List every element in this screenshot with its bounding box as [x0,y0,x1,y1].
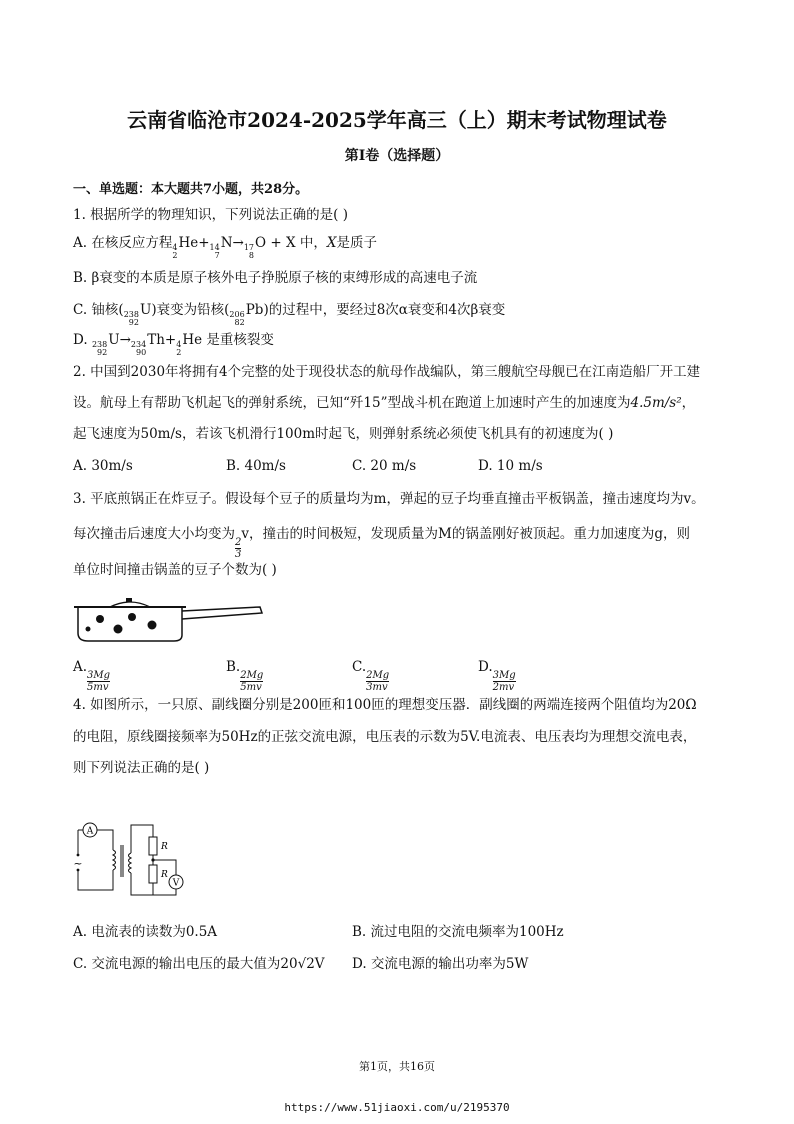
q3-c-frac [366,670,389,693]
q2-option-b: B. 40m/s [226,458,286,474]
q2-line2 [73,393,695,413]
q1-a-x: X [326,235,337,251]
q1-c-post: )的过程中，要经过8次α衰变和4次β衰变 [263,302,506,318]
voltmeter-label: V [172,878,180,889]
q2-line2-post: ， [681,395,696,411]
ac-source-label: ~ [73,857,83,870]
q1-option-d: D. 238 92 U→ 234 90 Th+ 4 2 He 是重核裂变 [73,332,274,357]
q3-line2-post: v，撞击的时间极短，发现质量为M的锅盖刚好被顶起。重力加速度为g，则 [241,526,690,542]
q3-option-b [226,657,263,693]
section-heading: 一、单选题：本大题共7小题，共28分。 [73,182,309,197]
q2-option-d: D. 10 m/s [478,458,543,474]
resistor-r2-label: R [161,870,168,880]
q3-line3: 单位时间撞击锅盖的豆子个数为( ) [73,562,277,578]
q3-b-label: B. [226,659,241,675]
q4-line1: 4. 如图所示，一只原、副线圈分别是200匝和100匝的理想变压器．副线圈的两端连接两个阻值均为20Ω [73,697,697,713]
q3-a-den: 5mv [87,682,109,693]
q2-option-a: A. 30m/s [73,458,133,474]
q1-option-a: A. 在核反应方程 4 2 He+ 14 7 N→ 17 8 O + X 中，X是质子 [73,235,378,260]
q3-c-label: C. [352,659,367,675]
q3-a-label: A. [73,659,88,675]
q3-b-frac [240,670,263,693]
q2-line1: 2. 中国到2030年将拥有4个完整的处于现役状态的航母作战编队，第三艘航空母舰已在江南造船厂开工建 [73,364,701,380]
q1-c-mid: )衰变为铅核( [151,302,230,318]
q3-option-d [478,657,516,693]
q1-a-prefix: A. 在核反应方程 [73,235,173,251]
q2-line3: 起飞速度为50m/s，若该飞机滑行100m时起飞，则弹射系统必须使飞机具有的初速度为( ) [73,426,614,442]
frac-num: 2 [235,537,242,548]
frying-pan-figure [70,595,270,645]
section-subtitle: 第I卷（选择题） [344,148,450,164]
q1-d-post: 是重核裂变 [206,332,274,348]
q3-line2-pre: 每次撞击后速度大小均变为 [73,526,235,542]
q3-option-c [352,657,389,693]
q1-c-prefix: C. 铀核( [73,302,124,318]
q1-stem: 1. 根据所学的物理知识，下列说法正确的是( ) [73,207,348,223]
watermark-url[interactable]: https://www.51jiaoxi.com/u/2195370 [284,1101,510,1114]
q3-a-num: 3Mg [87,670,111,681]
q2-option-c: C. 20 m/s [352,458,417,474]
q1-d-prefix: D. [73,332,92,348]
page-title: 云南省临沧市2024-2025学年高三（上）期末考试物理试卷 [127,108,667,132]
q1-a-tail: 是质子 [336,235,378,251]
q2-accel: 4.5m/s² [630,395,682,411]
q4-option-a: A. 电流表的读数为0.5A [73,924,218,940]
q1-option-c: C. 铀核( 238 92 U)衰变为铅核( 206 82 Pb)的过程中，要经过8次α衰变和4次β衰变 [73,302,506,327]
q3-d-frac [493,670,516,693]
q1-a-mid: 中， [299,235,327,251]
resistor-r1-label: R [161,842,168,852]
q3-d-num: 3Mg [492,670,516,681]
nuclide-th: 234 90 [130,340,147,357]
transformer-circuit-figure [68,815,218,905]
nuclide-he-sup: 4 2 [172,243,178,260]
nuclide-pb: 206 82 [229,310,245,327]
q1-option-b: B. β衰变的本质是原子核外电子挣脱原子核的束缚形成的高速电子流 [73,270,478,286]
q3-a-frac [87,670,110,693]
frac-den: 3 [235,549,242,560]
q3-line2 [73,524,690,560]
q4-line3: 则下列说法正确的是( ) [73,760,210,776]
q4-option-b: B. 流过电阻的交流电频率为100Hz [352,924,564,940]
q4-option-c: C. 交流电源的输出电压的最大值为20√2V [73,956,325,972]
page-footer: 第1页，共16页 [359,1060,435,1073]
q3-c-num: 2Mg [366,670,390,681]
q3-c-den: 3mv [366,682,388,693]
nuclide-o: 17 8 [243,243,255,260]
q4-option-d: D. 交流电源的输出功率为5W [352,956,529,972]
q2-line2-pre: 设。航母上有帮助飞机起飞的弹射系统，已知“歼15”型战斗机在跑道上加速时产生的加速度为 [73,395,631,411]
q3-b-num: 2Mg [240,670,264,681]
nuclide-n: 14 7 [209,243,220,260]
q3-d-den: 2mv [492,682,515,693]
ammeter-label: A [86,826,94,837]
nuclide-u: 238 92 [123,310,139,327]
nuclide-u2: 238 92 [91,340,108,357]
nuclide-he2: 4 2 [176,340,182,357]
q3-line1: 3. 平底煎锅正在炸豆子。假设每个豆子的质量均为m，弹起的豆子均垂直撞击平板锅盖，撞击速度均为v。 [73,491,705,507]
q3-b-den: 5mv [240,682,262,693]
q4-line2: 的电阻，原线圈接频率为50Hz的正弦交流电源，电压表的示数为5V.电流表、电压表均为理想交流电表， [73,729,697,745]
q3-option-a [73,657,110,693]
q3-d-label: D. [478,659,493,675]
